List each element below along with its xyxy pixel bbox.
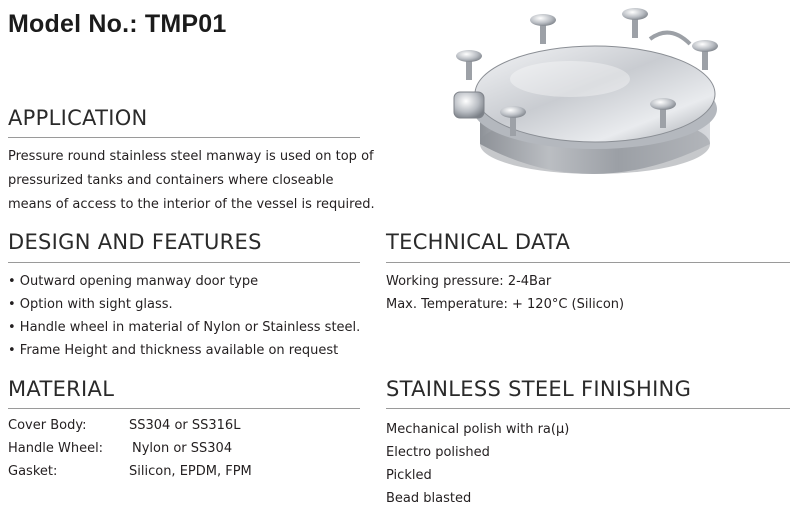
material-row: [8, 418, 380, 441]
technical-list: [386, 270, 790, 316]
material-label: Cover Body:: [8, 418, 87, 433]
model-title: Model No.: TMP01: [8, 10, 227, 38]
design-list: [8, 270, 380, 362]
material-value: SS304 or SS316L: [129, 418, 241, 433]
technical-item: Working pressure: 2-4Bar: [386, 274, 552, 289]
technical-divider: [386, 262, 790, 263]
design-divider: [8, 262, 360, 263]
application-text: [8, 145, 378, 217]
design-item: • Outward opening manway door type: [8, 274, 259, 289]
manway-product-image: [440, 4, 740, 194]
material-table: [8, 418, 380, 487]
finishing-heading: STAINLESS STEEL FINISHING: [386, 377, 692, 401]
finishing-item: Mechanical polish with ra(μ): [386, 422, 570, 437]
material-value: Silicon, EPDM, FPM: [129, 464, 252, 479]
material-divider: [8, 408, 360, 409]
design-item: • Option with sight glass.: [8, 297, 173, 312]
material-row: [8, 464, 380, 487]
design-item: • Handle wheel in material of Nylon or Stainless steel.: [8, 320, 361, 335]
finishing-item: Electro polished: [386, 445, 490, 460]
material-label: Gasket:: [8, 464, 58, 479]
application-heading: APPLICATION: [8, 106, 148, 130]
material-value: Nylon or SS304: [132, 441, 233, 456]
material-row: [8, 441, 380, 464]
technical-item: Max. Temperature: + 120°C (Silicon): [386, 297, 625, 312]
material-heading: MATERIAL: [8, 377, 115, 401]
finishing-divider: [386, 408, 790, 409]
application-line: means of access to the interior of the vessel is required.: [8, 197, 375, 212]
application-line: Pressure round stainless steel manway is used on top of: [8, 149, 374, 164]
application-line: pressurized tanks and containers where closeable: [8, 173, 334, 188]
design-heading: DESIGN AND FEATURES: [8, 230, 262, 254]
design-item: • Frame Height and thickness available on request: [8, 343, 339, 358]
application-divider: [8, 137, 360, 138]
finishing-item: Pickled: [386, 468, 432, 483]
finishing-item: Bead blasted: [386, 491, 472, 506]
finishing-list: [386, 418, 790, 510]
technical-heading: TECHNICAL DATA: [386, 230, 571, 254]
material-label: Handle Wheel:: [8, 441, 104, 456]
